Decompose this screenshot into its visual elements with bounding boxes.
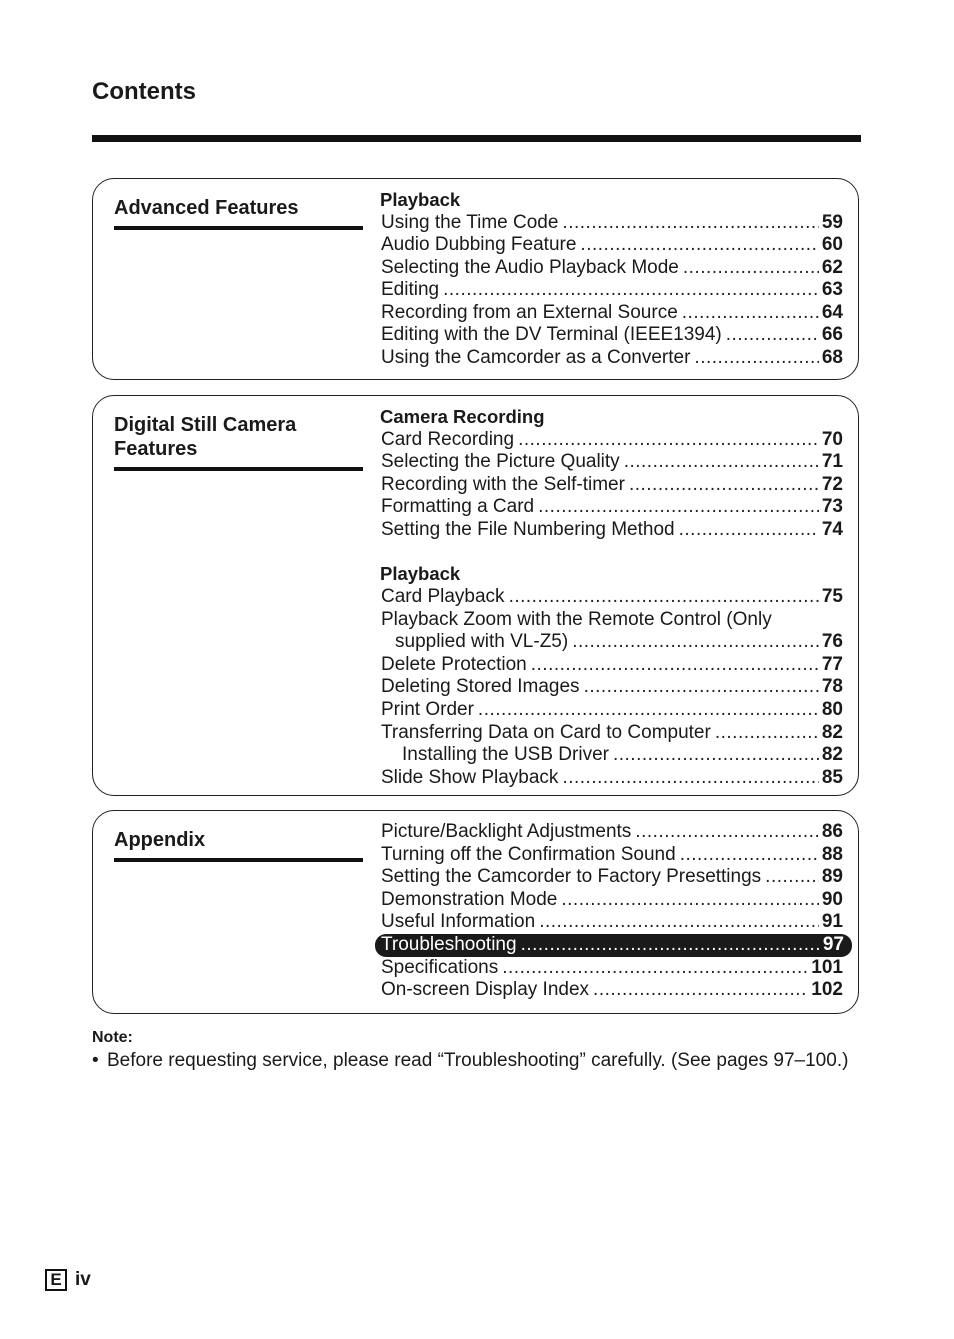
dot-leader <box>715 722 819 745</box>
toc-entry-delete-protection[interactable] <box>380 654 844 677</box>
entry-page: 91 <box>821 911 843 933</box>
entry-label: Using the Time Code <box>381 211 559 233</box>
toc-entry-file-numbering[interactable] <box>380 519 844 542</box>
entry-page: 75 <box>821 585 843 607</box>
entry-label: Useful Information <box>381 911 536 933</box>
entry-label: Selecting the Audio Playback Mode <box>381 256 679 278</box>
section-title: Advanced Features <box>114 196 363 230</box>
toc-entry-transferring-data[interactable] <box>380 722 844 745</box>
entry-page: 71 <box>821 451 843 473</box>
dot-leader <box>518 429 819 452</box>
section-entries <box>380 821 844 1002</box>
entry-label: Recording from an External Source <box>381 301 678 323</box>
entry-label: On-screen Display Index <box>381 979 590 1001</box>
toc-entry-playback-zoom[interactable] <box>380 631 844 654</box>
section-title: Appendix <box>114 828 363 862</box>
entry-label: Setting the Camcorder to Factory Presettings <box>381 866 762 888</box>
entry-page: 76 <box>821 631 843 653</box>
section-entries <box>380 406 844 789</box>
language-badge: E <box>45 1269 67 1291</box>
group-heading: Camera Recording <box>380 406 545 427</box>
entry-label: Editing with the DV Terminal (IEEE1394) <box>381 324 722 346</box>
note-item <box>92 1049 862 1072</box>
dot-leader <box>593 979 808 1002</box>
toc-entry-card-playback[interactable] <box>380 586 844 609</box>
entry-page: 101 <box>811 956 843 978</box>
entry-group-camera-recording <box>380 406 844 541</box>
entry-label: Transferring Data on Card to Computer <box>381 721 711 743</box>
toc-entry-confirmation-sound[interactable] <box>380 844 844 867</box>
toc-entry-audio-playback-mode[interactable] <box>380 257 844 280</box>
toc-entry-demonstration-mode[interactable] <box>380 889 844 912</box>
group-heading: Playback <box>380 563 461 585</box>
note-block <box>92 1029 862 1072</box>
dot-leader <box>765 866 819 889</box>
entry-label: Editing <box>381 279 440 301</box>
entry-page: 86 <box>821 821 843 842</box>
dot-leader <box>562 212 818 235</box>
entry-page: 66 <box>821 324 843 346</box>
note-heading: Note: <box>92 1029 133 1046</box>
entry-page: 102 <box>811 979 843 1001</box>
page-number: iv <box>75 1269 91 1290</box>
entry-label: Deleting Stored Images <box>381 676 580 698</box>
entry-page: 78 <box>821 676 843 698</box>
toc-entry-audio-dubbing[interactable] <box>380 234 844 257</box>
section-title: Digital Still Camera Features <box>114 413 363 471</box>
entry-label: Card Playback <box>381 585 505 607</box>
entry-page: 89 <box>821 866 843 888</box>
toc-entry-onscreen-display-index[interactable] <box>380 979 844 1002</box>
dot-leader <box>531 654 819 677</box>
toc-entry-useful-information[interactable] <box>380 911 844 934</box>
section-advanced-features <box>92 178 859 380</box>
entry-page: 88 <box>821 843 843 865</box>
dot-leader <box>502 957 808 980</box>
entry-page: 85 <box>821 766 843 788</box>
entry-label: Picture/Backlight Adjustments <box>381 821 632 842</box>
entry-label: Demonstration Mode <box>381 888 558 910</box>
toc-entry-troubleshooting-highlighted[interactable] <box>375 934 852 957</box>
entry-page: 73 <box>821 496 843 518</box>
entry-label: Print Order <box>381 698 474 720</box>
dot-leader <box>538 496 819 519</box>
entry-label: Slide Show Playback <box>381 766 559 788</box>
dot-leader <box>580 234 818 257</box>
dot-leader <box>521 934 820 957</box>
entry-label: Audio Dubbing Feature <box>381 234 577 256</box>
toc-entry-editing[interactable] <box>380 279 844 302</box>
note-text: Before requesting service, please read “Troubleshooting” carefully. (See pages 97–100.) <box>107 1050 849 1071</box>
page-footer <box>45 1269 91 1291</box>
section-digital-still-camera <box>92 395 859 796</box>
entry-group-playback <box>380 563 844 789</box>
entry-page: 90 <box>821 888 843 910</box>
dot-leader <box>624 451 819 474</box>
entry-page: 74 <box>821 518 843 540</box>
toc-entry-time-code[interactable] <box>380 212 844 235</box>
entry-group-playback <box>380 189 844 370</box>
dot-leader <box>562 767 818 790</box>
dot-leader <box>443 279 819 302</box>
toc-entry-print-order[interactable] <box>380 699 844 722</box>
dot-leader <box>694 347 818 370</box>
entry-page: 77 <box>821 653 843 675</box>
toc-entry-card-recording[interactable] <box>380 429 844 452</box>
entry-page: 80 <box>821 698 843 720</box>
entry-label: Formatting a Card <box>381 496 535 518</box>
section-entries <box>380 189 844 370</box>
toc-entry-slide-show[interactable] <box>380 767 844 790</box>
toc-entry-formatting-card[interactable] <box>380 496 844 519</box>
entry-page: 68 <box>821 347 843 369</box>
dot-leader <box>635 821 819 844</box>
entry-label: Specifications <box>381 956 499 978</box>
toc-entry-playback-zoom-first-line[interactable]: Playback Zoom with the Remote Control (Only <box>381 608 772 630</box>
toc-entry-usb-driver[interactable] <box>380 744 844 767</box>
dot-leader <box>539 911 819 934</box>
toc-entry-factory-presettings[interactable] <box>380 866 844 889</box>
dot-leader <box>509 586 819 609</box>
entry-page: 82 <box>821 744 843 766</box>
entry-label: Selecting the Picture Quality <box>381 451 620 473</box>
dot-leader <box>478 699 819 722</box>
entry-label: Delete Protection <box>381 653 527 675</box>
group-heading: Playback <box>380 189 461 210</box>
entry-page: 62 <box>821 256 843 278</box>
entry-label: Using the Camcorder as a Converter <box>381 347 691 369</box>
entry-label: Installing the USB Driver <box>402 744 609 766</box>
page-title: Contents <box>92 78 196 105</box>
entry-label: Troubleshooting <box>381 933 517 955</box>
entry-page: 82 <box>821 721 843 743</box>
dot-leader <box>682 302 819 325</box>
dot-leader <box>679 519 819 542</box>
toc-entry-picture-backlight[interactable] <box>380 821 844 844</box>
dot-leader <box>572 631 819 654</box>
toc-entry-converter[interactable] <box>380 347 844 370</box>
toc-entry-external-source[interactable] <box>380 302 844 325</box>
entry-page: 59 <box>821 211 843 233</box>
entry-page: 97 <box>822 933 844 955</box>
entry-label: Recording with the Self-timer <box>381 473 625 495</box>
dot-leader <box>680 844 819 867</box>
toc-entry-self-timer[interactable] <box>380 474 844 497</box>
entry-page: 60 <box>821 234 843 256</box>
section-appendix <box>92 810 859 1014</box>
entry-label: Card Recording <box>381 428 515 450</box>
toc-entry-dv-terminal[interactable] <box>380 324 844 347</box>
dot-leader <box>561 889 818 912</box>
dot-leader <box>726 324 819 347</box>
entry-page: 63 <box>821 279 843 301</box>
dot-leader <box>613 744 819 767</box>
toc-entry-specifications[interactable] <box>380 957 844 980</box>
entry-label: Setting the File Numbering Method <box>381 518 675 540</box>
entry-label-continuation: supplied with VL-Z5) <box>395 631 569 653</box>
toc-entry-picture-quality[interactable] <box>380 451 844 474</box>
title-rule <box>92 135 861 142</box>
dot-leader <box>584 676 819 699</box>
dot-leader <box>629 474 819 497</box>
entry-page: 70 <box>821 428 843 450</box>
toc-entry-deleting-images[interactable] <box>380 676 844 699</box>
entry-page: 72 <box>821 473 843 495</box>
dot-leader <box>683 257 819 280</box>
bullet-icon: • <box>92 1050 99 1071</box>
entry-page: 64 <box>821 301 843 323</box>
entry-label: Turning off the Confirmation Sound <box>381 843 676 865</box>
